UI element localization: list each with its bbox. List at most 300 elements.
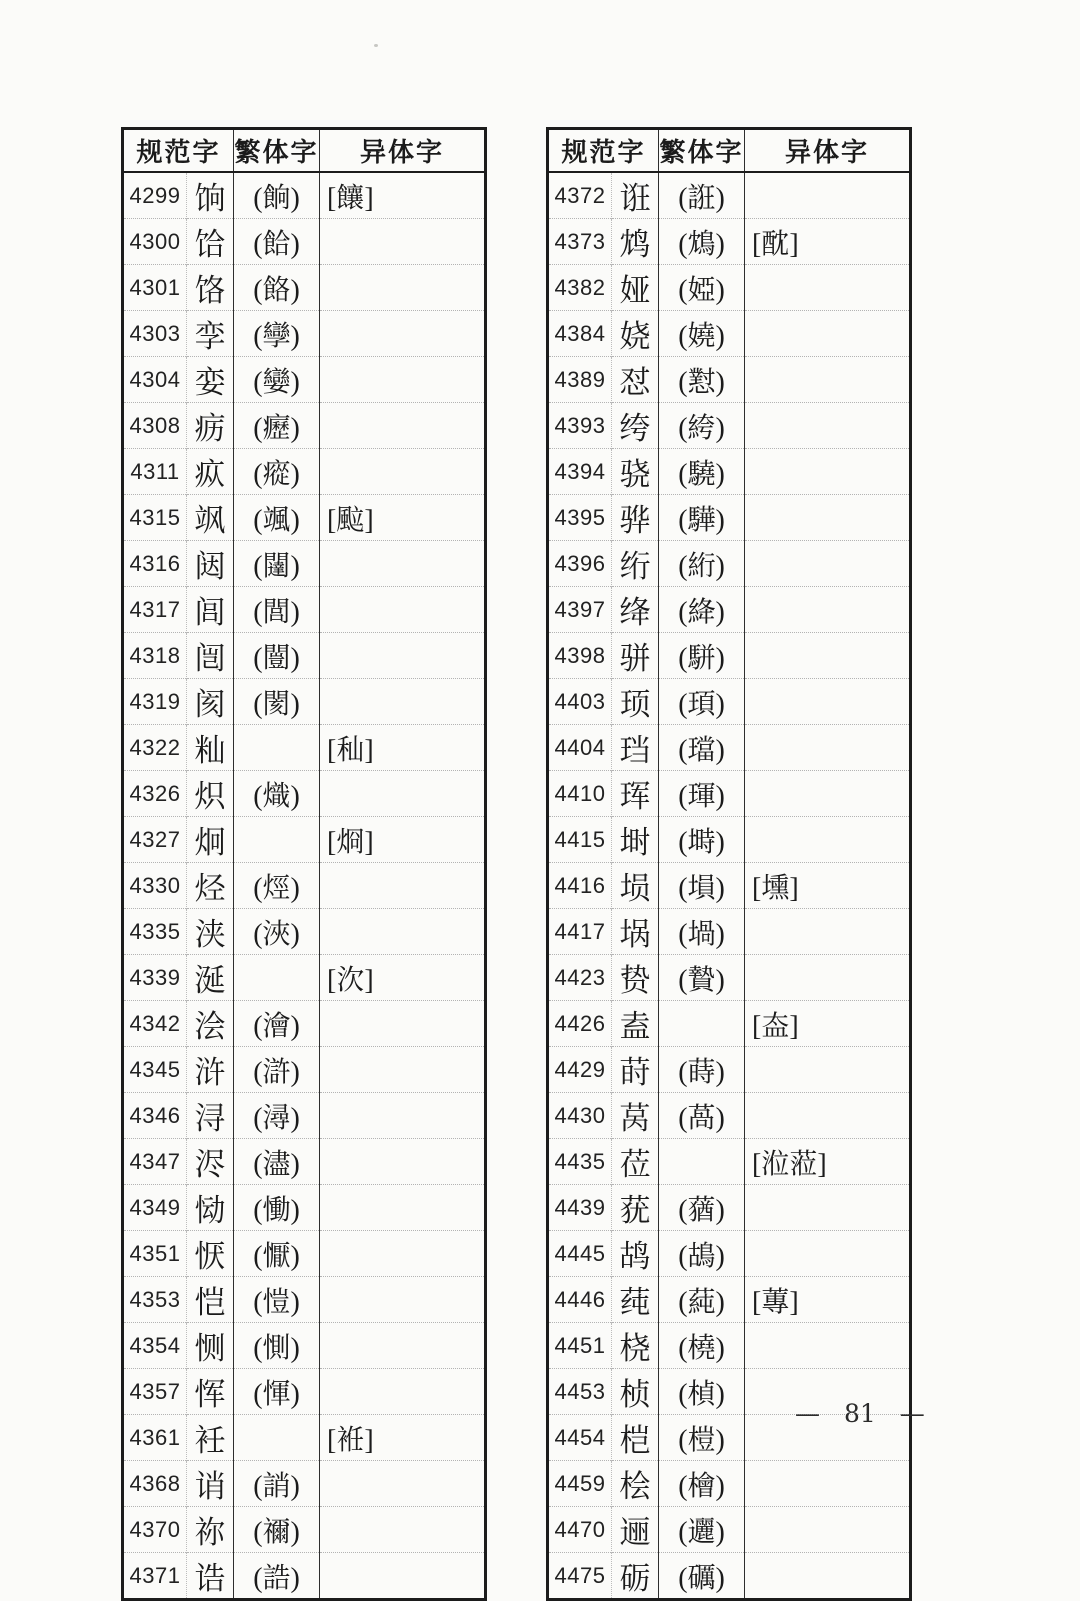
cell-index-number: 4396 bbox=[548, 541, 612, 587]
cell-index-number: 4335 bbox=[123, 909, 187, 955]
cell-variant-char bbox=[320, 1047, 486, 1093]
cell-index-number: 4368 bbox=[123, 1461, 187, 1507]
page-number: — 81 — bbox=[795, 1399, 925, 1428]
table-row bbox=[548, 1507, 911, 1553]
cell-traditional-char: (萵) bbox=[659, 1093, 745, 1139]
cell-traditional-char: (懟) bbox=[659, 357, 745, 403]
cell-traditional-char: (婭) bbox=[659, 265, 745, 311]
table-row bbox=[123, 863, 486, 909]
cell-index-number: 4397 bbox=[548, 587, 612, 633]
table-row bbox=[123, 265, 486, 311]
cell-variant-char bbox=[320, 1231, 486, 1277]
cell-index-number: 4403 bbox=[548, 679, 612, 725]
cell-traditional-char: (濜) bbox=[234, 1139, 320, 1185]
cell-traditional-char bbox=[659, 1001, 745, 1047]
table-row bbox=[548, 1001, 911, 1047]
cell-standard-char: 闿 bbox=[187, 633, 234, 679]
cell-index-number: 4311 bbox=[123, 449, 187, 495]
table-row bbox=[548, 679, 911, 725]
cell-variant-char bbox=[320, 1185, 486, 1231]
cell-variant-char bbox=[745, 1185, 911, 1231]
cell-variant-char bbox=[320, 311, 486, 357]
cell-standard-char: 娅 bbox=[612, 265, 659, 311]
cell-standard-char: 娈 bbox=[187, 357, 234, 403]
table-row bbox=[123, 1507, 486, 1553]
cell-traditional-char bbox=[234, 817, 320, 863]
cell-traditional-char: (浹) bbox=[234, 909, 320, 955]
cell-index-number: 4346 bbox=[123, 1093, 187, 1139]
cell-traditional-char: (餉) bbox=[234, 172, 320, 219]
cell-index-number: 4429 bbox=[548, 1047, 612, 1093]
table-row bbox=[548, 1047, 911, 1093]
table-row bbox=[123, 1461, 486, 1507]
cell-standard-char: 桡 bbox=[612, 1323, 659, 1369]
cell-variant-char bbox=[745, 495, 911, 541]
cell-variant-char bbox=[320, 265, 486, 311]
table-row bbox=[548, 357, 911, 403]
cell-traditional-char: (璫) bbox=[659, 725, 745, 771]
cell-variant-char: [䬃] bbox=[320, 495, 486, 541]
table-row bbox=[548, 1553, 911, 1600]
cell-traditional-char bbox=[234, 955, 320, 1001]
cell-index-number: 4357 bbox=[123, 1369, 187, 1415]
cell-standard-char: 籼 bbox=[187, 725, 234, 771]
cell-variant-char: [袵] bbox=[320, 1415, 486, 1461]
cell-variant-char: [秈] bbox=[320, 725, 486, 771]
cell-index-number: 4327 bbox=[123, 817, 187, 863]
cell-traditional-char: (澮) bbox=[234, 1001, 320, 1047]
cell-traditional-char: (琿) bbox=[659, 771, 745, 817]
table-row bbox=[548, 817, 911, 863]
cell-standard-char: 绔 bbox=[612, 403, 659, 449]
cell-variant-char: [饟] bbox=[327, 182, 374, 214]
cell-index-number: 4470 bbox=[548, 1507, 612, 1553]
cell-standard-char: 恺 bbox=[187, 1277, 234, 1323]
cell-index-number: 4475 bbox=[548, 1553, 612, 1600]
table-row bbox=[123, 1369, 486, 1415]
cell-standard-char: 疬 bbox=[187, 403, 234, 449]
cell-index-number: 4398 bbox=[548, 633, 612, 679]
cell-traditional-char: (檜) bbox=[659, 1461, 745, 1507]
cell-index-number: 4349 bbox=[123, 1185, 187, 1231]
cell-variant-char bbox=[745, 725, 911, 771]
header-variant-char: 异体字 bbox=[320, 129, 486, 173]
cell-standard-char: 诰 bbox=[187, 1553, 234, 1600]
header-standard-char: 规范字 bbox=[123, 129, 234, 173]
cell-index-number: 4347 bbox=[123, 1139, 187, 1185]
table-row bbox=[548, 541, 911, 587]
cell-variant-char bbox=[320, 771, 486, 817]
cell-traditional-char: (餄) bbox=[234, 219, 320, 265]
table-row bbox=[548, 1277, 911, 1323]
cell-index-number: 4373 bbox=[548, 219, 612, 265]
table-row bbox=[548, 172, 911, 219]
cell-standard-char: 砺 bbox=[612, 1553, 659, 1600]
cell-index-number: 4415 bbox=[548, 817, 612, 863]
cell-index-number: 4416 bbox=[548, 863, 612, 909]
table-row bbox=[123, 1415, 486, 1461]
cell-standard-char: 珲 bbox=[612, 771, 659, 817]
scan-speck bbox=[374, 44, 378, 47]
cell-standard-char: 恸 bbox=[187, 1185, 234, 1231]
cell-standard-char: 娆 bbox=[612, 311, 659, 357]
header-traditional-char: 繁体字 bbox=[234, 129, 320, 173]
cell-traditional-char bbox=[659, 1139, 745, 1185]
cell-index-number: 4342 bbox=[123, 1001, 187, 1047]
cell-traditional-char: (邐) bbox=[659, 1507, 745, 1553]
cell-variant-char bbox=[320, 587, 486, 633]
cell-standard-char: 恻 bbox=[187, 1323, 234, 1369]
cell-variant-char bbox=[745, 1461, 911, 1507]
cell-standard-char: 浕 bbox=[187, 1139, 234, 1185]
cell-variant-char bbox=[320, 1553, 486, 1600]
cell-variant-char bbox=[745, 172, 911, 219]
cell-variant-char bbox=[320, 403, 486, 449]
cell-traditional-char: (烴) bbox=[234, 863, 320, 909]
cell-standard-char: 浔 bbox=[187, 1093, 234, 1139]
cell-index-number: 4300 bbox=[123, 219, 187, 265]
cell-traditional-char: (颯) bbox=[234, 495, 320, 541]
cell-index-number: 4394 bbox=[548, 449, 612, 495]
cell-index-number: 4322 bbox=[123, 725, 187, 771]
cell-standard-char: 飒 bbox=[187, 495, 234, 541]
cell-standard-char: 恽 bbox=[187, 1369, 234, 1415]
cell-standard-char: 桤 bbox=[612, 1415, 659, 1461]
cell-standard-char: 饹 bbox=[187, 265, 234, 311]
cell-variant-char bbox=[745, 771, 911, 817]
cell-standard-char: 闼 bbox=[187, 541, 234, 587]
cell-variant-char bbox=[745, 633, 911, 679]
cell-standard-char: 诮 bbox=[187, 1461, 234, 1507]
cell-index-number: 4353 bbox=[123, 1277, 187, 1323]
cell-traditional-char: (癧) bbox=[234, 403, 320, 449]
table-row bbox=[123, 1185, 486, 1231]
cell-standard-char: 饸 bbox=[187, 219, 234, 265]
table-row bbox=[123, 1277, 486, 1323]
cell-variant-char bbox=[320, 909, 486, 955]
cell-index-number: 4318 bbox=[123, 633, 187, 679]
table-row bbox=[123, 403, 486, 449]
cell-traditional-char: (嬈) bbox=[659, 311, 745, 357]
cell-variant-char: [壎] bbox=[745, 863, 911, 909]
cell-standard-char: 莳 bbox=[612, 1047, 659, 1093]
cell-variant-char bbox=[320, 357, 486, 403]
cell-variant-char bbox=[745, 541, 911, 587]
cell-traditional-char: (禰) bbox=[234, 1507, 320, 1553]
cell-index-number: 4445 bbox=[548, 1231, 612, 1277]
cell-standard-char: 骁 bbox=[612, 449, 659, 495]
cell-standard-char: 莴 bbox=[612, 1093, 659, 1139]
cell-standard-char: 逦 bbox=[612, 1507, 659, 1553]
table-row bbox=[548, 955, 911, 1001]
cell-variant-char: [㳄] bbox=[320, 955, 486, 1001]
cell-standard-char: 埙 bbox=[612, 863, 659, 909]
cell-index-number: 4317 bbox=[123, 587, 187, 633]
cell-standard-char: 衽 bbox=[187, 1415, 234, 1461]
cell-variant-char bbox=[320, 1369, 486, 1415]
cell-standard-char: 闾 bbox=[187, 587, 234, 633]
table-row bbox=[548, 311, 911, 357]
cell-traditional-char: (橈) bbox=[659, 1323, 745, 1369]
cell-variant-char bbox=[320, 633, 486, 679]
cell-traditional-char: (絳) bbox=[659, 587, 745, 633]
cell-traditional-char: (鴣) bbox=[659, 1231, 745, 1277]
table-row bbox=[123, 541, 486, 587]
cell-traditional-char: (懨) bbox=[234, 1231, 320, 1277]
cell-standard-char: 骅 bbox=[612, 495, 659, 541]
table-row bbox=[123, 1001, 486, 1047]
cell-variant-char bbox=[745, 1507, 911, 1553]
cell-traditional-char: (楨) bbox=[659, 1369, 745, 1415]
cell-index-number: 4303 bbox=[123, 311, 187, 357]
cell-index-number: 4417 bbox=[548, 909, 612, 955]
cell-variant-char bbox=[745, 817, 911, 863]
cell-standard-char: 骈 bbox=[612, 633, 659, 679]
cell-index-number: 4439 bbox=[548, 1185, 612, 1231]
cell-traditional-char: (驊) bbox=[659, 495, 745, 541]
cell-traditional-char: (塒) bbox=[659, 817, 745, 863]
table-row bbox=[123, 172, 486, 219]
cell-standard-char: 顼 bbox=[612, 679, 659, 725]
cell-variant-char bbox=[320, 1001, 486, 1047]
cell-variant-char bbox=[320, 541, 486, 587]
cell-traditional-char: (蕕) bbox=[659, 1185, 745, 1231]
cell-standard-char: 怼 bbox=[612, 357, 659, 403]
cell-traditional-char: (堝) bbox=[659, 909, 745, 955]
table-row bbox=[548, 633, 911, 679]
table-row bbox=[123, 219, 486, 265]
cell-index-number: 4308 bbox=[123, 403, 187, 449]
table-row bbox=[123, 679, 486, 725]
cell-traditional-char: (誚) bbox=[234, 1461, 320, 1507]
cell-variant-char bbox=[745, 1553, 911, 1600]
cell-standard-char: 浍 bbox=[187, 1001, 234, 1047]
table-row bbox=[548, 863, 911, 909]
cell-index-number: 4339 bbox=[123, 955, 187, 1001]
cell-standard-char: 绗 bbox=[612, 541, 659, 587]
table-row bbox=[123, 1047, 486, 1093]
cell-variant-char bbox=[745, 265, 911, 311]
cell-standard-char: 诳 bbox=[612, 172, 659, 219]
cell-variant-char bbox=[745, 955, 911, 1001]
table-row bbox=[123, 725, 486, 771]
cell-standard-char: 涎 bbox=[187, 955, 234, 1001]
cell-standard-char: 祢 bbox=[187, 1507, 234, 1553]
table-row bbox=[548, 449, 911, 495]
cell-index-number: 4435 bbox=[548, 1139, 612, 1185]
cell-standard-char: 烃 bbox=[187, 863, 234, 909]
cell-index-number: 4351 bbox=[123, 1231, 187, 1277]
table-row bbox=[548, 1093, 911, 1139]
cell-variant-char bbox=[320, 1507, 486, 1553]
cell-traditional-char: (慟) bbox=[234, 1185, 320, 1231]
cell-traditional-char: (閭) bbox=[234, 587, 320, 633]
cell-variant-char: [烱] bbox=[320, 817, 486, 863]
cell-index-number: 4395 bbox=[548, 495, 612, 541]
cell-index-number: 4389 bbox=[548, 357, 612, 403]
table-row bbox=[123, 955, 486, 1001]
table-row bbox=[548, 1461, 911, 1507]
cell-standard-char: 埘 bbox=[612, 817, 659, 863]
cell-standard-char: 绛 bbox=[612, 587, 659, 633]
table-row bbox=[123, 311, 486, 357]
cell-index-number: 4384 bbox=[548, 311, 612, 357]
cell-variant-char bbox=[745, 357, 911, 403]
cell-index-number: 4315 bbox=[123, 495, 187, 541]
cell-index-number: 4354 bbox=[123, 1323, 187, 1369]
cell-variant-char bbox=[745, 909, 911, 955]
cell-index-number: 4426 bbox=[548, 1001, 612, 1047]
table-row bbox=[548, 771, 911, 817]
cell-traditional-char: (闓) bbox=[234, 633, 320, 679]
header-standard-char: 规范字 bbox=[548, 129, 659, 173]
cell-index-number: 4371 bbox=[123, 1553, 187, 1600]
cell-standard-char: 珰 bbox=[612, 725, 659, 771]
cell-traditional-char: (榿) bbox=[659, 1415, 745, 1461]
cell-index-number: 4299 bbox=[123, 172, 187, 219]
table-row bbox=[548, 725, 911, 771]
cell-index-number: 4454 bbox=[548, 1415, 612, 1461]
cell-standard-char: 浃 bbox=[187, 909, 234, 955]
cell-variant-char bbox=[745, 1047, 911, 1093]
cell-index-number: 4453 bbox=[548, 1369, 612, 1415]
cell-index-number: 4326 bbox=[123, 771, 187, 817]
cell-traditional-char: (闥) bbox=[234, 541, 320, 587]
cell-variant-char: [盇] bbox=[745, 1001, 911, 1047]
cell-traditional-char: (塤) bbox=[659, 863, 745, 909]
header-variant-char: 异体字 bbox=[745, 129, 911, 173]
table-row bbox=[548, 265, 911, 311]
table-row bbox=[548, 909, 911, 955]
cell-index-number: 4382 bbox=[548, 265, 612, 311]
cell-standard-char: 桢 bbox=[612, 1369, 659, 1415]
cell-traditional-char: (潯) bbox=[234, 1093, 320, 1139]
cell-variant-char bbox=[320, 679, 486, 725]
cell-standard-char: 盍 bbox=[612, 1001, 659, 1047]
table-row bbox=[123, 449, 486, 495]
cell-index-number: 4372 bbox=[548, 172, 612, 219]
cell-variant-char bbox=[320, 1139, 486, 1185]
table-row bbox=[548, 1139, 911, 1185]
cell-standard-char: 饷 bbox=[187, 172, 234, 219]
cell-index-number: 4451 bbox=[548, 1323, 612, 1369]
cell-traditional-char: (蒓) bbox=[659, 1277, 745, 1323]
table-row bbox=[123, 495, 486, 541]
cell-index-number: 4345 bbox=[123, 1047, 187, 1093]
cell-index-number: 4410 bbox=[548, 771, 612, 817]
cell-index-number: 4404 bbox=[548, 725, 612, 771]
cell-variant-char bbox=[320, 1093, 486, 1139]
table-header-row bbox=[548, 129, 911, 173]
table-row bbox=[123, 1093, 486, 1139]
cell-index-number: 4301 bbox=[123, 265, 187, 311]
cell-traditional-char: (贄) bbox=[659, 955, 745, 1001]
cell-traditional-char: (滸) bbox=[234, 1047, 320, 1093]
cell-traditional-char: (惲) bbox=[234, 1369, 320, 1415]
header-traditional-char: 繁体字 bbox=[659, 129, 745, 173]
cell-standard-char: 鸪 bbox=[612, 1231, 659, 1277]
cell-variant-char bbox=[745, 311, 911, 357]
table-row bbox=[548, 403, 911, 449]
cell-traditional-char: (礪) bbox=[659, 1553, 745, 1600]
cell-variant-char: [涖蒞] bbox=[745, 1139, 911, 1185]
cell-standard-char: 鸩 bbox=[612, 219, 659, 265]
cell-traditional-char: (誥) bbox=[234, 1553, 320, 1600]
cell-traditional-char: (瘲) bbox=[234, 449, 320, 495]
cell-index-number: 4423 bbox=[548, 955, 612, 1001]
cell-index-number: 4459 bbox=[548, 1461, 612, 1507]
table-row bbox=[123, 817, 486, 863]
cell-standard-char: 孪 bbox=[187, 311, 234, 357]
table-row bbox=[548, 1231, 911, 1277]
cell-variant-char bbox=[745, 587, 911, 633]
hanzi-table-right bbox=[546, 127, 912, 1601]
table-row bbox=[548, 1185, 911, 1231]
cell-variant-char bbox=[745, 1323, 911, 1369]
cell-standard-char: 疭 bbox=[187, 449, 234, 495]
cell-index-number: 4361 bbox=[123, 1415, 187, 1461]
table-row bbox=[123, 357, 486, 403]
cell-index-number: 4316 bbox=[123, 541, 187, 587]
table-row bbox=[123, 1323, 486, 1369]
cell-traditional-char: (蒔) bbox=[659, 1047, 745, 1093]
cell-variant-char bbox=[320, 1461, 486, 1507]
cell-traditional-char: (餎) bbox=[234, 265, 320, 311]
table-row bbox=[123, 587, 486, 633]
cell-standard-char: 炯 bbox=[187, 817, 234, 863]
cell-traditional-char: (閡) bbox=[234, 679, 320, 725]
cell-index-number: 4319 bbox=[123, 679, 187, 725]
cell-traditional-char: (惻) bbox=[234, 1323, 320, 1369]
table-row bbox=[123, 1139, 486, 1185]
cell-standard-char: 贽 bbox=[612, 955, 659, 1001]
cell-index-number: 4304 bbox=[123, 357, 187, 403]
cell-variant-char bbox=[320, 1277, 486, 1323]
cell-variant-char bbox=[745, 403, 911, 449]
cell-variant-char bbox=[745, 449, 911, 495]
table-row bbox=[548, 1323, 911, 1369]
cell-variant-char: [蓴] bbox=[745, 1277, 911, 1323]
table-row bbox=[123, 1231, 486, 1277]
cell-variant-char bbox=[320, 1323, 486, 1369]
table-row bbox=[548, 219, 911, 265]
hanzi-table-left bbox=[121, 127, 487, 1601]
cell-variant-char bbox=[320, 219, 486, 265]
cell-standard-char: 恹 bbox=[187, 1231, 234, 1277]
cell-traditional-char: (孌) bbox=[234, 357, 320, 403]
cell-variant-char bbox=[320, 863, 486, 909]
cell-traditional-char bbox=[234, 725, 320, 771]
cell-variant-char bbox=[745, 1231, 911, 1277]
cell-standard-char: 埚 bbox=[612, 909, 659, 955]
cell-index-number: 4370 bbox=[123, 1507, 187, 1553]
cell-traditional-char: (驍) bbox=[659, 449, 745, 495]
cell-variant-char bbox=[745, 1093, 911, 1139]
cell-traditional-char: (誑) bbox=[659, 172, 745, 219]
cell-index-number: 4393 bbox=[548, 403, 612, 449]
cell-standard-char: 莅 bbox=[612, 1139, 659, 1185]
cell-standard-char: 阂 bbox=[187, 679, 234, 725]
cell-standard-char: 莸 bbox=[612, 1185, 659, 1231]
cell-traditional-char: (駢) bbox=[659, 633, 745, 679]
cell-traditional-char: (絎) bbox=[659, 541, 745, 587]
table-row bbox=[548, 587, 911, 633]
table-row bbox=[548, 495, 911, 541]
cell-standard-char: 莼 bbox=[612, 1277, 659, 1323]
table-row bbox=[123, 771, 486, 817]
table-header-row bbox=[123, 129, 486, 173]
table-row bbox=[123, 633, 486, 679]
